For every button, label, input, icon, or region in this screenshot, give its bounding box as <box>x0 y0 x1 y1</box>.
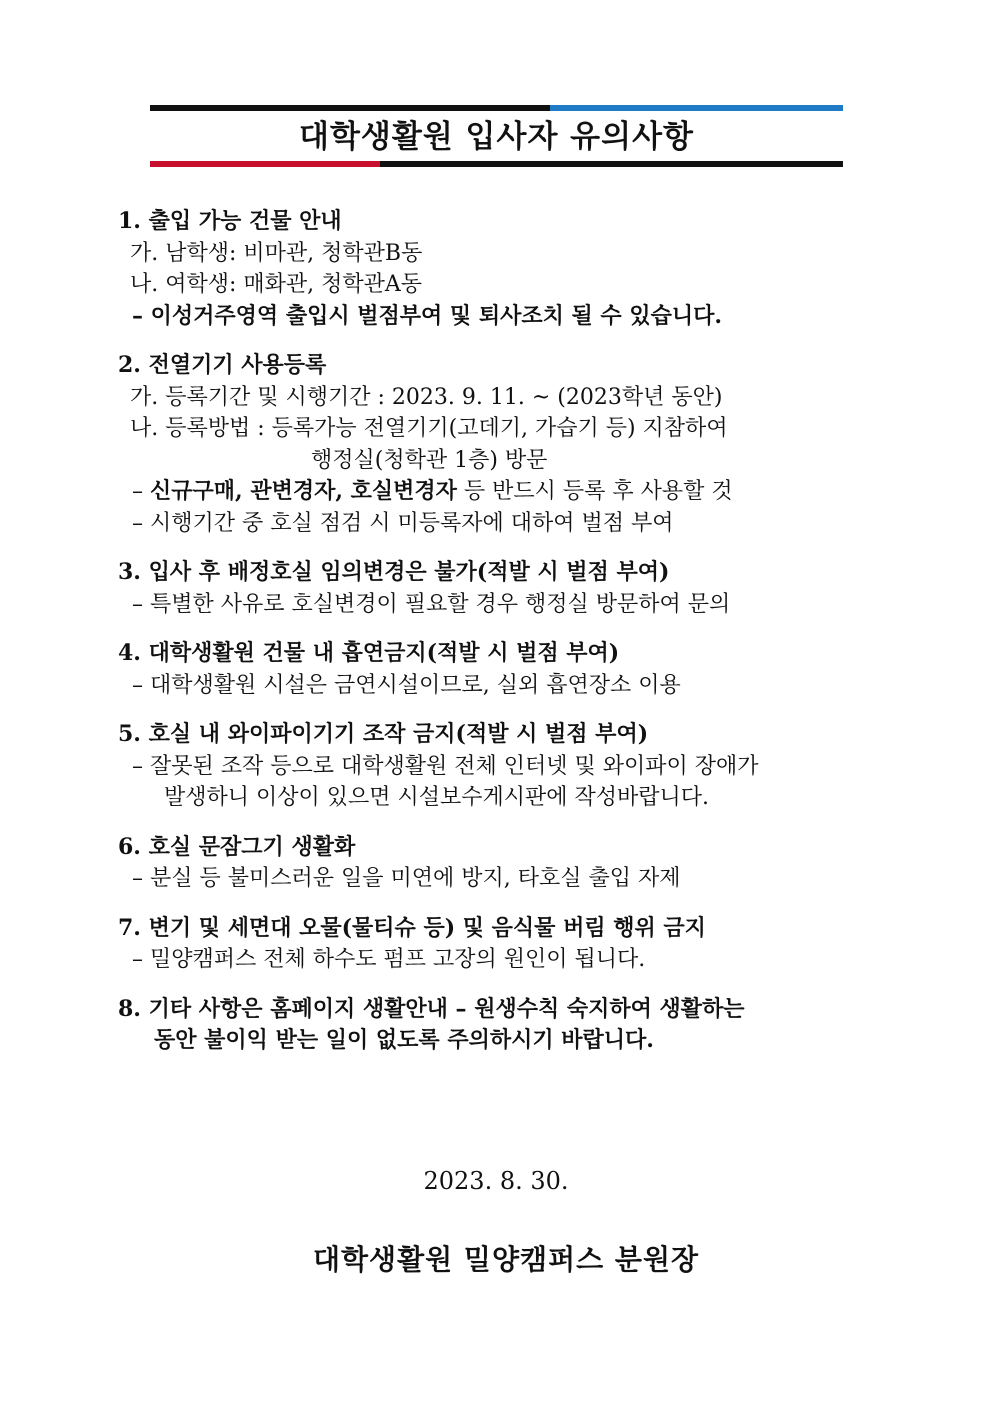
section-5 <box>118 719 888 814</box>
top-bar-black-segment <box>150 105 550 111</box>
list-item-continuation: 행정실(청학관 1층) 방문 <box>311 447 548 473</box>
list-item <box>118 476 888 508</box>
section-1 <box>118 206 888 332</box>
section-heading: 6. 호실 문잠그기 생활화 <box>118 833 356 860</box>
title-bottom-bar <box>150 161 843 167</box>
list-item-continuation: 발생하니 이상이 있으면 시설보수게시판에 작성바랍니다. <box>164 785 710 810</box>
top-bar-blue-segment <box>550 105 843 111</box>
page-title: 대학생활원 입사자 유의사항 <box>299 119 694 155</box>
emphasis-text: 신규구매, 관변경자, 호실변경자 <box>150 478 457 504</box>
notice-content <box>118 206 888 1075</box>
list-item: 가. 남학생: 비마관, 청학관B동 <box>130 240 423 266</box>
title-block <box>150 105 843 167</box>
list-item: – 잘못된 조작 등으로 대학생활원 전체 인터넷 및 와이파이 장애가 <box>132 753 759 779</box>
section-heading-continuation: 동안 불이익 받는 일이 없도록 주의하시기 바랍니다. <box>154 1027 654 1053</box>
list-item: 나. 여학생: 매화관, 청학관A동 <box>130 272 423 297</box>
section-heading: 2. 전열기기 사용등록 <box>118 352 327 378</box>
section-heading: 4. 대학생활원 건물 내 흡연금지(적발 시 벌점 부여) <box>118 640 620 666</box>
bottom-bar-black-segment <box>380 161 843 167</box>
list-item: 가. 등록기간 및 시행기간 : 2023. 9. 11. ~ (2023학년 동안) <box>130 384 723 410</box>
section-heading: 7. 변기 및 세면대 오물(물티슈 등) 및 음식물 버림 행위 금지 <box>118 914 706 941</box>
signer-name: 대학생활원 밀양캠퍼스 분원장 <box>312 1243 700 1276</box>
list-item: 나. 등록방법 : 등록가능 전열기기(고데기, 가습기 등) 지참하여 <box>130 416 728 441</box>
section-heading: 8. 기타 사항은 홈페이지 생활안내 – 원생수칙 숙지하여 생활하는 <box>118 995 745 1022</box>
section-heading: 5. 호실 내 와이파이기기 조작 금지(적발 시 벌점 부여) <box>118 721 649 747</box>
warning-item: – 이성거주영역 출입시 벌점부여 및 퇴사조치 될 수 있습니다. <box>132 302 722 329</box>
section-6 <box>118 832 888 895</box>
list-item: – 밀양캠퍼스 전체 하수도 펌프 고장의 원인이 됩니다. <box>132 947 646 972</box>
list-item: – 시행기간 중 호실 점검 시 미등록자에 대하여 벌점 부여 <box>132 510 674 536</box>
dash-prefix: – <box>132 479 150 504</box>
section-heading: 3. 입사 후 배정호실 임의변경은 불가(적발 시 벌점 부여) <box>118 559 670 585</box>
section-7 <box>118 913 888 976</box>
document-date: 2023. 8. 30. <box>423 1167 569 1195</box>
list-item: – 대학생활원 시설은 금연시설이므로, 실외 흡연장소 이용 <box>132 672 681 698</box>
item-text: 등 반드시 등록 후 사용할 것 <box>456 479 733 504</box>
section-4 <box>118 638 888 701</box>
list-item: – 분실 등 불미스러운 일을 미연에 방지, 타호실 출입 자제 <box>132 866 681 891</box>
list-item: – 특별한 사유로 호실변경이 필요할 경우 행정실 방문하여 문의 <box>132 591 731 617</box>
bottom-bar-red-segment <box>150 161 380 167</box>
section-heading: 1. 출입 가능 건물 안내 <box>118 208 342 234</box>
section-3 <box>118 557 888 620</box>
title-top-bar <box>150 105 843 111</box>
section-8 <box>118 994 888 1057</box>
section-2 <box>118 350 888 539</box>
